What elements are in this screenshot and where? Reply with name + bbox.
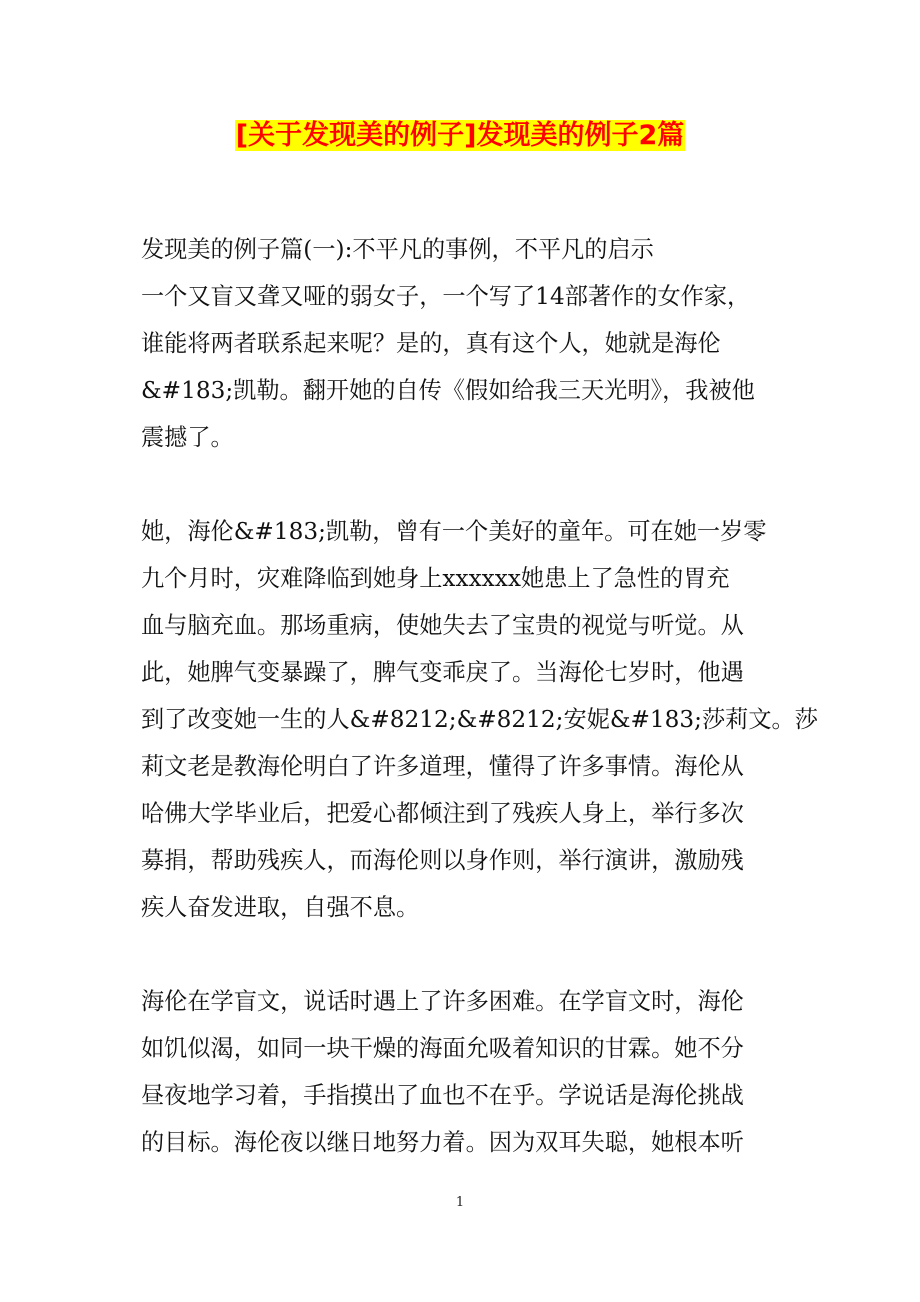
paragraph-line: 此，她脾气变暴躁了，脾气变乖戾了。当海伦七岁时，他遇 [141,659,744,686]
paragraph-line: 莉文老是教海伦明白了许多道理，懂得了许多事情。海伦从 [141,753,744,780]
paragraph-line: 疾人奋发进取，自强不息。 [141,894,420,921]
paragraph-line: 昼夜地学习着，手指摸出了血也不在乎。学说话是海伦挑战 [141,1082,744,1109]
paragraph-line: 她，海伦&#183;凯勒，曾有一个美好的童年。可在她一岁零 [141,518,767,545]
paragraph-line: 震撼了。 [141,424,234,451]
document-body [141,226,818,1166]
paragraph-line: 的目标。海伦夜以继日地努力着。因为双耳失聪，她根本听 [141,1129,744,1156]
paragraph-3 [141,978,786,1166]
page-number: 1 [455,1195,465,1210]
paragraph-line: 到了改变她一生的人&#8212;&#8212;安妮&#183;莎莉文。莎 [141,706,818,733]
paragraph-2 [141,508,818,931]
paragraph-line: 九个月时，灾难降临到她身上xxxxxx她患上了急性的胃充 [141,565,730,592]
document-title-text: [关于发现美的例子]发现美的例子2篇 [235,120,685,151]
paragraph-line: 如饥似渴，如同一块干燥的海面允吸着知识的甘霖。她不分 [141,1035,744,1062]
paragraph-line: 谁能将两者联系起来呢？是的，真有这个人，她就是海伦 [141,330,721,357]
paragraph-line: &#183;凯勒。翻开她的自传《假如给我三天光明》，我被他 [141,377,755,404]
paragraph-line: 血与脑充血。那场重病，使她失去了宝贵的视觉与听觉。从 [141,612,744,639]
paragraph-1 [141,226,786,461]
paragraph-line: 哈佛大学毕业后，把爱心都倾注到了残疾人身上，举行多次 [141,800,744,827]
paragraph-spacer [141,461,786,508]
paragraph-line: 募捐，帮助残疾人，而海伦则以身作则，举行演讲，激励残 [141,847,744,874]
paragraph-spacer [141,931,786,978]
paragraph-line: 发现美的例子篇(一):不平凡的事例，不平凡的启示 [141,236,654,263]
document-title [0,118,920,154]
paragraph-line: 一个又盲又聋又哑的弱女子，一个写了14部著作的女作家， [141,283,751,310]
paragraph-line: 海伦在学盲文，说话时遇上了许多困难。在学盲文时，海伦 [141,988,744,1015]
